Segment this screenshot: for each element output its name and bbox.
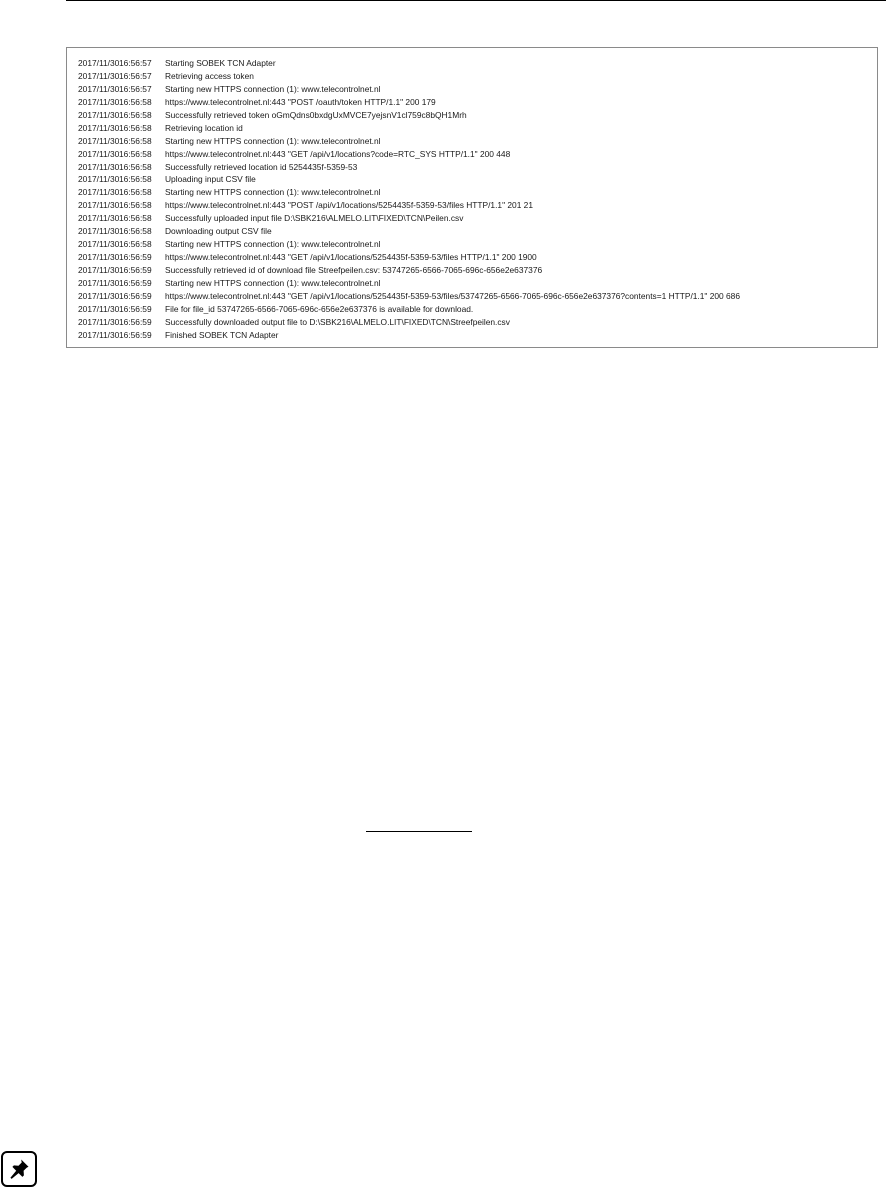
log-message: Uploading input CSV file bbox=[165, 174, 256, 185]
log-message: Starting new HTTPS connection (1): www.telecontrolnet.nl bbox=[165, 187, 381, 198]
log-line bbox=[78, 290, 877, 303]
log-line bbox=[78, 212, 877, 225]
log-time: 16:56:59 bbox=[119, 277, 152, 288]
log-date: 2017/11/30 bbox=[78, 265, 120, 275]
log-line bbox=[78, 316, 877, 329]
log-line bbox=[78, 135, 877, 148]
log-date: 2017/11/30 bbox=[78, 200, 120, 211]
log-time: 16:56:59 bbox=[119, 316, 152, 327]
log-date: 2017/11/30 bbox=[78, 122, 120, 133]
log-message: Successfully uploaded input file D:\SBK216\ALMELO.LIT\FIXED\TCN\Peilen.csv bbox=[165, 213, 464, 224]
log-time: 16:56:58 bbox=[119, 109, 152, 120]
log-time: 16:56:58 bbox=[119, 200, 152, 211]
log-line bbox=[78, 96, 877, 109]
log-message: https://www.telecontrolnet.nl:443 "POST /oauth/token HTTP/1.1" 200 179 bbox=[165, 96, 436, 107]
log-message: Successfully retrieved location id 5254435f-5359-53 bbox=[165, 161, 358, 172]
log-message: Successfully retrieved id of download file Streefpeilen.csv: 53747265-6566-7065-696c-656e2e637376 bbox=[165, 265, 543, 275]
pushpin-glyph bbox=[7, 1157, 31, 1181]
log-time: 16:56:59 bbox=[119, 265, 152, 275]
log-time: 16:56:58 bbox=[119, 122, 152, 133]
log-message: https://www.telecontrolnet.nl:443 "GET /api/v1/locations?code=RTC_SYS HTTP/1.1" 200 448 bbox=[165, 148, 511, 159]
log-message: Starting SOBEK TCN Adapter bbox=[165, 58, 276, 68]
log-date: 2017/11/30 bbox=[78, 290, 120, 301]
log-line bbox=[78, 109, 877, 122]
log-line bbox=[78, 329, 877, 342]
footnote-rule bbox=[366, 831, 472, 832]
log-time: 16:56:57 bbox=[119, 58, 152, 68]
log-date: 2017/11/30 bbox=[78, 58, 120, 68]
log-line bbox=[78, 161, 877, 174]
log-message: Starting new HTTPS connection (1): www.telecontrolnet.nl bbox=[165, 83, 381, 94]
log-time: 16:56:59 bbox=[119, 252, 152, 263]
log-line bbox=[78, 303, 877, 316]
log-time: 16:56:59 bbox=[119, 290, 152, 301]
log-message: https://www.telecontrolnet.nl:443 "GET /api/v1/locations/5254435f-5359-53/files/53747265-6566-7065-696c-656e2e637376?contents=1 HTTP/1.1" 200 686 bbox=[165, 290, 740, 301]
log-time: 16:56:58 bbox=[119, 148, 152, 159]
log-date: 2017/11/30 bbox=[78, 135, 120, 146]
log-line bbox=[78, 238, 877, 251]
log-message: Successfully retrieved token oGmQdns0bxdgUxMVCE7yejsnV1cl759c8bQH1Mrh bbox=[165, 109, 467, 120]
log-time: 16:56:58 bbox=[119, 135, 152, 146]
log-line bbox=[78, 173, 877, 186]
log-line bbox=[78, 70, 877, 83]
log-line bbox=[78, 225, 877, 238]
log-date: 2017/11/30 bbox=[78, 161, 120, 172]
log-date: 2017/11/30 bbox=[78, 277, 120, 288]
log-time: 16:56:58 bbox=[119, 226, 152, 237]
log-message: Starting new HTTPS connection (1): www.telecontrolnet.nl bbox=[165, 135, 381, 146]
log-message: Downloading output CSV file bbox=[165, 226, 272, 237]
log-time: 16:56:58 bbox=[119, 96, 152, 107]
log-date: 2017/11/30 bbox=[78, 226, 120, 237]
log-message: https://www.telecontrolnet.nl:443 "POST /api/v1/locations/5254435f-5359-53/files HTTP/1.1" 201 21 bbox=[165, 200, 533, 211]
log-date: 2017/11/30 bbox=[78, 303, 120, 314]
log-line bbox=[78, 264, 877, 277]
log-date: 2017/11/30 bbox=[78, 239, 120, 250]
log-date: 2017/11/30 bbox=[78, 187, 120, 198]
log-line bbox=[78, 57, 877, 70]
log-time: 16:56:59 bbox=[119, 303, 152, 314]
log-message: Retrieving access token bbox=[165, 70, 254, 81]
log-time: 16:56:57 bbox=[119, 70, 152, 81]
log-message: Retrieving location id bbox=[165, 122, 243, 133]
log-time: 16:56:58 bbox=[119, 187, 152, 198]
log-message: File for file_id 53747265-6566-7065-696c-656e2e637376 is available for download. bbox=[165, 303, 474, 314]
pushpin-icon bbox=[1, 1151, 37, 1187]
log-time: 16:56:59 bbox=[119, 329, 152, 340]
log-time: 16:56:58 bbox=[119, 174, 152, 185]
log-output-figure bbox=[66, 47, 878, 348]
log-date: 2017/11/30 bbox=[78, 213, 120, 224]
log-date: 2017/11/30 bbox=[78, 70, 120, 81]
log-line bbox=[78, 186, 877, 199]
log-date: 2017/11/30 bbox=[78, 109, 120, 120]
log-message: Finished SOBEK TCN Adapter bbox=[165, 329, 279, 340]
log-date: 2017/11/30 bbox=[78, 174, 120, 185]
header-rule bbox=[66, 0, 886, 1]
log-line bbox=[78, 122, 877, 135]
log-line bbox=[78, 277, 877, 290]
log-date: 2017/11/30 bbox=[78, 252, 120, 263]
log-line bbox=[78, 148, 877, 161]
log-date: 2017/11/30 bbox=[78, 329, 120, 340]
log-message: https://www.telecontrolnet.nl:443 "GET /api/v1/locations/5254435f-5359-53/files HTTP/1.1" 200 1900 bbox=[165, 252, 537, 263]
log-line bbox=[78, 251, 877, 264]
log-time: 16:56:57 bbox=[119, 83, 152, 94]
log-date: 2017/11/30 bbox=[78, 316, 120, 327]
log-time: 16:56:58 bbox=[119, 213, 152, 224]
log-time: 16:56:58 bbox=[119, 161, 152, 172]
log-message: Starting new HTTPS connection (1): www.telecontrolnet.nl bbox=[165, 277, 381, 288]
log-date: 2017/11/30 bbox=[78, 83, 120, 94]
log-message: Successfully downloaded output file to D:\SBK216\ALMELO.LIT\FIXED\TCN\Streefpeilen.csv bbox=[165, 316, 510, 327]
log-date: 2017/11/30 bbox=[78, 148, 120, 159]
log-time: 16:56:58 bbox=[119, 239, 152, 250]
log-message: Starting new HTTPS connection (1): www.telecontrolnet.nl bbox=[165, 239, 381, 250]
log-line bbox=[78, 83, 877, 96]
log-line bbox=[78, 199, 877, 212]
log-date: 2017/11/30 bbox=[78, 96, 120, 107]
